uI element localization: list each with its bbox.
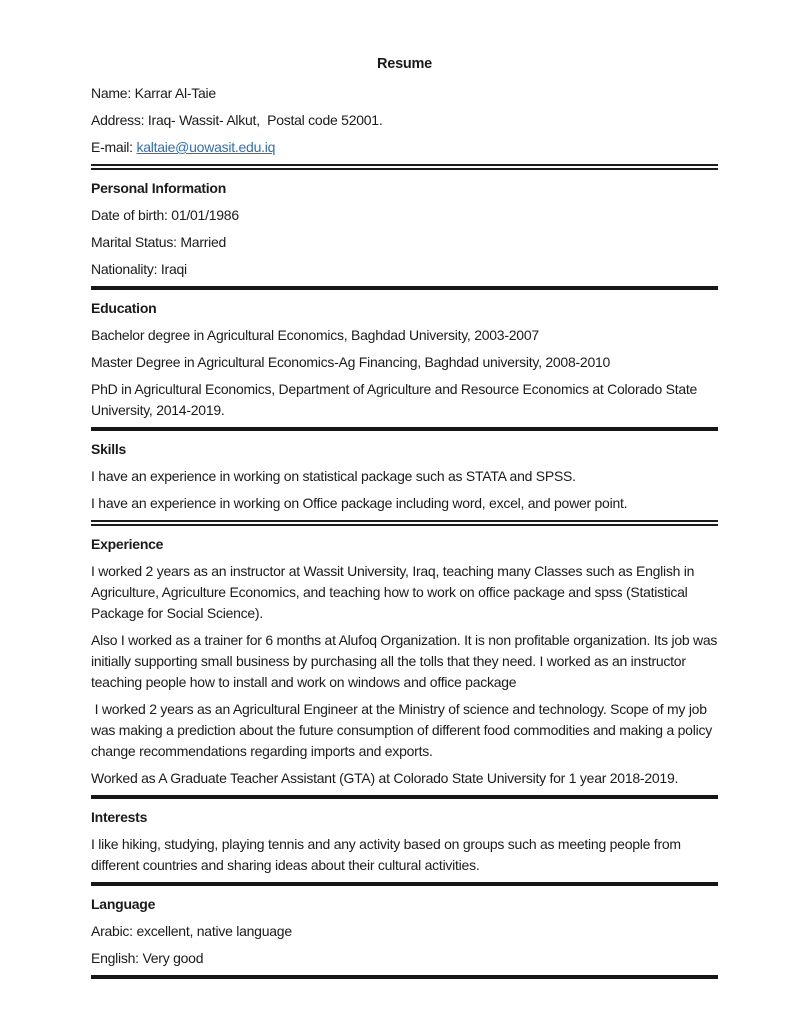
section-heading-education: Education (91, 300, 157, 316)
email-link[interactable]: kaltaie@uowasit.edu.iq (136, 139, 276, 155)
contact-address-line: Address: Iraq- Wassit- Alkut, Postal code 52001. (91, 112, 383, 128)
section-divider (91, 427, 718, 431)
section-heading-skills: Skills (91, 441, 127, 457)
language-item-arabic: Arabic: excellent, native language (91, 923, 292, 939)
education-item-master: Master Degree in Agricultural Economics-Ag Financing, Baghdad university, 2008-2010 (91, 354, 611, 370)
section-divider (91, 286, 718, 290)
personal-info-dob: Date of birth: 01/01/1986 (91, 207, 239, 223)
section-divider (91, 882, 718, 886)
skills-item-office: I have an experience in working on Office package including word, excel, and power point. (91, 495, 628, 511)
personal-info-marital-status: Marital Status: Married (91, 234, 227, 250)
education-item-phd: PhD in Agricultural Economics, Department of Agriculture and Resource Economics at Colorado State University, 2014-2019. (91, 381, 701, 418)
section-heading-interests: Interests (91, 809, 148, 825)
section-heading-language: Language (91, 896, 156, 912)
document-title: Resume (377, 56, 432, 72)
contact-name-line: Name: Karrar Al-Taie (91, 85, 216, 101)
interests-paragraph: I like hiking, studying, playing tennis and any activity based on groups such as meeting people from different countries and sharing ideas about their cultural activities. (91, 836, 685, 873)
section-heading-experience: Experience (91, 536, 164, 552)
section-divider-double (91, 164, 718, 170)
skills-item-statistical: I have an experience in working on statistical package such as STATA and SPSS. (91, 468, 576, 484)
contact-email-line (91, 137, 718, 158)
section-divider-double (91, 520, 718, 526)
section-divider (91, 975, 718, 979)
personal-info-nationality: Nationality: Iraqi (91, 261, 187, 277)
education-item-bachelor: Bachelor degree in Agricultural Economics, Baghdad University, 2003-2007 (91, 327, 539, 343)
section-heading-personal-information: Personal Information (91, 180, 227, 196)
email-label: E-mail: (91, 139, 137, 155)
experience-paragraph-engineer: I worked 2 years as an Agricultural Engineer at the Ministry of science and technology. Scope of my job was making a prediction about the future consumption of different food commodities and making a policy change recommendations regarding imports and exports. (91, 701, 716, 759)
language-item-english: English: Very good (91, 950, 204, 966)
section-divider (91, 795, 718, 799)
experience-paragraph-gta: Worked as A Graduate Teacher Assistant (GTA) at Colorado State University for 1 year 2018-2019. (91, 770, 679, 786)
experience-paragraph-instructor: I worked 2 years as an instructor at Wassit University, Iraq, teaching many Classes such as English in Agriculture, Agriculture Economics, and teaching how to work on office package and spss (Statistical Package for Social Science). (91, 563, 698, 621)
experience-paragraph-trainer: Also I worked as a trainer for 6 months at Alufoq Organization. It is non profitable organization. Its job was initially supporting small business by purchasing all the tolls that they need. I worked as an instructor teaching people how to install and work on windows and office package (91, 632, 721, 690)
